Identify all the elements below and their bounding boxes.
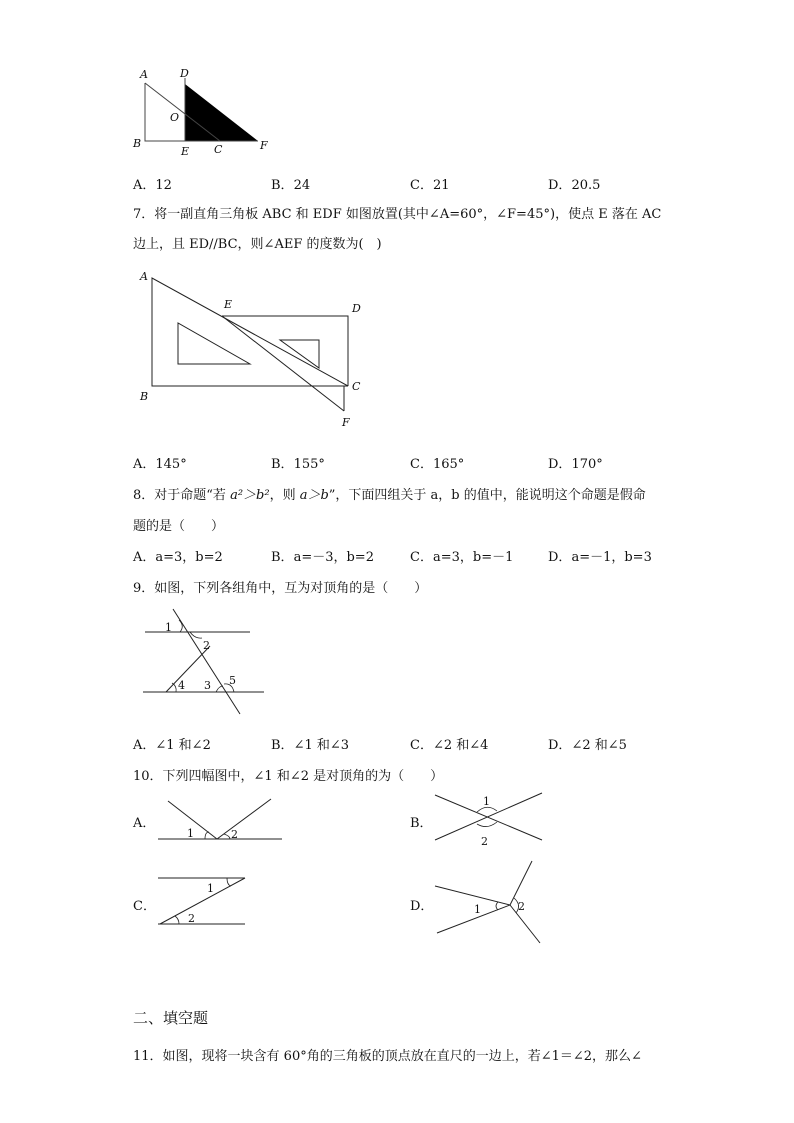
q9-arc-3	[216, 686, 223, 692]
q7-stem-line2: 边上，且 ED//BC，则∠AEF 的度数为( )	[133, 237, 382, 252]
q6-option-d[interactable]: D．20.5	[548, 178, 601, 193]
q10d-ray-1	[435, 886, 510, 905]
q7-label-b: B	[140, 390, 149, 403]
q7-stem-line1: 7．将一副直角三角板 ABC 和 EDF 如图放置(其中∠A=60°，∠F=45°)，使点 E 落在 AC	[133, 207, 662, 222]
q6-label-e: E	[181, 145, 190, 158]
q6-figure	[130, 64, 280, 160]
q10d-ray-4	[510, 905, 540, 943]
q10a-arc-2	[224, 834, 230, 839]
q6-label-c: C	[214, 143, 223, 156]
q10d-label-1: 1	[474, 903, 481, 916]
q6-option-c[interactable]: C．21	[410, 178, 450, 193]
q10c-transversal	[160, 878, 245, 924]
q7-option-b[interactable]: B．155°	[271, 457, 325, 472]
q10-figure-b[interactable]	[432, 790, 547, 850]
q7-option-a[interactable]: A．145°	[133, 457, 187, 472]
q10-stem: 10．下列四幅图中，∠1 和∠2 是对顶角的为（ ）	[133, 769, 444, 784]
q10b-label-1: 1	[483, 795, 490, 808]
q8-stem-line2: 题的是（ ）	[133, 519, 225, 534]
q9-stem: 9．如图，下列各组角中，互为对顶角的是（ ）	[133, 581, 428, 596]
q7-option-c[interactable]: C．165°	[410, 457, 465, 472]
q10d-arc-1	[496, 902, 498, 910]
q7-label-d: D	[352, 302, 361, 315]
q9-label-2: 2	[203, 639, 210, 652]
q7-triangle-abc	[152, 278, 348, 386]
q10-choice-b-letter[interactable]: B．	[410, 816, 433, 831]
q10a-label-2: 2	[231, 828, 238, 841]
q8-option-c[interactable]: C．a=3，b=－1	[410, 550, 514, 565]
q6-label-b: B	[133, 137, 142, 150]
q7-triangle-edf-hole	[280, 340, 319, 368]
q11-stem: 11．如图，现将一块含有 60°角的三角板的顶点放在直尺的一边上，若∠1＝∠2，那么∠	[133, 1049, 642, 1064]
q10d-label-2: 2	[518, 900, 525, 913]
q9-option-b[interactable]: B．∠1 和∠3	[271, 738, 350, 753]
q10c-arc-2	[175, 916, 179, 924]
q9-transversal-1	[173, 609, 240, 714]
q6-option-b[interactable]: B．24	[271, 178, 311, 193]
q8-option-b[interactable]: B．a=－3，b=2	[271, 550, 374, 565]
q10c-label-2: 2	[188, 912, 195, 925]
q6-label-o: O	[170, 111, 180, 124]
q7-label-e: E	[224, 298, 233, 311]
q9-label-1: 1	[165, 621, 172, 634]
q7-figure	[136, 266, 376, 431]
q7-label-f: F	[342, 416, 350, 429]
q10b-label-2: 2	[481, 835, 488, 848]
q6-black-triangle	[185, 84, 258, 141]
q9-arc-4	[172, 683, 176, 692]
q9-label-5: 5	[229, 674, 236, 687]
section-title: 二、填空题	[133, 1009, 209, 1027]
q9-figure	[140, 606, 270, 716]
q10b-arc-2	[477, 822, 497, 827]
q7-option-d[interactable]: D．170°	[548, 457, 603, 472]
q10-choice-a-letter[interactable]: A．	[133, 816, 156, 831]
q10c-arc-1	[227, 878, 231, 886]
q10d-ray-3	[510, 861, 532, 905]
q9-arc-1	[179, 620, 182, 632]
q10-choice-c-letter[interactable]: C．	[133, 899, 156, 914]
q7-label-a: A	[140, 270, 148, 283]
q10-figure-a[interactable]	[155, 796, 285, 846]
q10-choice-d-letter[interactable]: D．	[410, 899, 434, 914]
q9-arc-2	[190, 632, 202, 638]
q10a-arc-1	[205, 832, 209, 839]
q6-label-f: F	[260, 139, 268, 152]
q9-label-3: 3	[204, 679, 211, 692]
q7-label-c: C	[352, 380, 361, 393]
q8-option-a[interactable]: A．a=3，b=2	[133, 550, 223, 565]
q9-label-4: 4	[178, 679, 185, 692]
q6-label-a: A	[140, 68, 148, 81]
q9-option-c[interactable]: C．∠2 和∠4	[410, 738, 489, 753]
q10a-label-1: 1	[187, 827, 194, 840]
q10-figure-d[interactable]	[432, 858, 547, 948]
q6-label-d: D	[180, 67, 189, 80]
q8-stem-line1: 8．对于命题“若 a²＞b²，则 a＞b”，下面四组关于 a，b 的值中，能说明这个命题是假命	[133, 488, 646, 503]
q9-option-d[interactable]: D．∠2 和∠5	[548, 738, 627, 753]
q6-option-a[interactable]: A．12	[133, 178, 172, 193]
q9-option-a[interactable]: A．∠1 和∠2	[133, 738, 211, 753]
q10a-ray-right	[217, 799, 271, 839]
q10c-label-1: 1	[207, 882, 214, 895]
q10-figure-c[interactable]	[155, 873, 255, 929]
q8-option-d[interactable]: D．a=－1，b=3	[548, 550, 652, 565]
